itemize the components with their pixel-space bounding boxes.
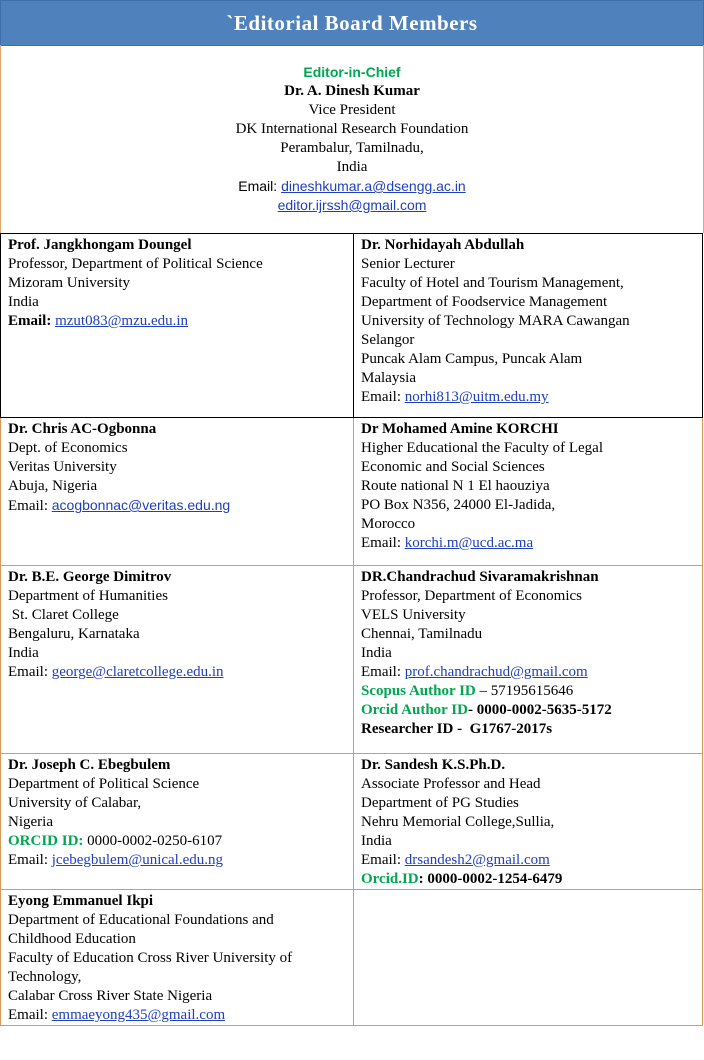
member-detail: Department of Foodservice Management	[361, 294, 608, 310]
researcher-id: Researcher ID - G1767-2017s	[361, 721, 553, 737]
member-email-label: Email:	[8, 313, 56, 329]
chief-org: DK International Research Foundation	[235, 121, 469, 137]
member-name: Prof. Jangkhongam Doungel	[8, 237, 192, 253]
member-cell	[354, 418, 703, 566]
orcid-value: : 0000-0002-1254-6479	[418, 871, 563, 887]
member-email-label: Email:	[361, 389, 405, 405]
member-email-line	[361, 534, 695, 553]
orcid-label: Orcid Author ID	[361, 702, 468, 718]
table-row	[1, 234, 703, 418]
member-email-link[interactable]: norhi813@uitm.edu.my	[404, 389, 549, 405]
member-detail: India	[361, 833, 392, 849]
member-detail: Morocco	[361, 516, 416, 532]
member-cell	[1, 234, 354, 418]
member-cell	[354, 566, 703, 754]
member-cell	[1, 566, 354, 754]
member-detail: Department of PG Studies	[361, 795, 519, 811]
empty-cell	[354, 890, 703, 1026]
table-row	[1, 754, 703, 890]
member-detail: Malaysia	[361, 370, 416, 386]
member-detail: India	[361, 645, 392, 661]
member-email-label: Email:	[8, 664, 52, 680]
page-title: `Editorial Board Members	[0, 0, 704, 46]
chief-email-line	[1, 177, 703, 196]
chief-role: Editor-in-Chief	[303, 64, 401, 80]
member-email-link[interactable]: mzut083@mzu.edu.in	[55, 313, 189, 329]
member-email-link[interactable]: acogbonnac@veritas.edu.ng	[51, 497, 231, 513]
member-detail: Department of Political Science	[8, 776, 200, 792]
member-detail: Chennai, Tamilnadu	[361, 626, 483, 642]
member-detail: VELS University	[361, 607, 466, 623]
member-orcid-line	[8, 832, 346, 851]
member-email-link[interactable]: drsandesh2@gmail.com	[404, 852, 550, 868]
member-detail: Faculty of Hotel and Tourism Management,	[361, 275, 624, 291]
member-name: Dr. Norhidayah Abdullah	[361, 237, 525, 253]
member-email-line	[8, 496, 346, 516]
orcid-label: ORCID ID:	[8, 833, 84, 849]
member-cell	[1, 754, 354, 890]
member-scopus-line	[361, 682, 695, 701]
member-detail: India	[8, 294, 39, 310]
member-detail: PO Box N356, 24000 El-Jadida,	[361, 497, 556, 513]
chief-name: Dr. A. Dinesh Kumar	[284, 83, 420, 99]
member-email-link[interactable]: prof.chandrachud@gmail.com	[404, 664, 588, 680]
member-detail: Faculty of Education Cross River University of	[8, 950, 293, 966]
member-name: Dr. Sandesh K.S.Ph.D.	[361, 757, 506, 773]
member-cell	[354, 754, 703, 890]
member-name: Dr. B.E. George Dimitrov	[8, 569, 172, 585]
scopus-label: Scopus Author ID	[361, 683, 476, 699]
member-email-line	[361, 388, 695, 407]
member-email-line	[361, 851, 695, 870]
member-cell	[354, 234, 703, 418]
chief-city: Perambalur, Tamilnadu,	[280, 140, 424, 156]
chief-email-link-2[interactable]: editor.ijrssh@gmail.com	[277, 197, 427, 213]
member-email-link[interactable]: emmaeyong435@gmail.com	[51, 1007, 226, 1023]
member-cell	[1, 418, 354, 566]
member-email-line	[361, 663, 695, 682]
member-detail: Senior Lecturer	[361, 256, 455, 272]
member-detail: Route national N 1 El haouziya	[361, 478, 550, 494]
member-email-line	[8, 851, 346, 870]
table-row	[1, 418, 703, 566]
member-detail: Economic and Social Sciences	[361, 459, 545, 475]
orcid-label: Orcid.ID	[361, 871, 419, 887]
member-detail: Department of Educational Foundations and	[8, 912, 274, 928]
member-detail: St. Claret College	[8, 607, 119, 623]
member-detail: Nehru Memorial College,Sullia,	[361, 814, 555, 830]
member-name: Dr. Chris AC-Ogbonna	[8, 421, 157, 437]
member-detail: Higher Educational the Faculty of Legal	[361, 440, 603, 456]
member-detail: Bengaluru, Karnataka	[8, 626, 140, 642]
chief-email-link-1[interactable]: dineshkumar.a@dsengg.ac.in	[281, 178, 466, 194]
table-row	[1, 890, 703, 1026]
orcid-value: - 0000-0002-5635-5172	[467, 702, 612, 718]
member-detail: Veritas University	[8, 459, 117, 475]
editor-in-chief-block	[0, 45, 704, 233]
chief-country: India	[336, 159, 368, 175]
member-detail: Childhood Education	[8, 931, 136, 947]
member-name: Dr Mohamed Amine KORCHI	[361, 421, 559, 437]
member-detail: Professor, Department of Economics	[361, 588, 583, 604]
member-email-label: Email:	[361, 664, 405, 680]
member-detail: Associate Professor and Head	[361, 776, 541, 792]
member-detail: University of Technology MARA Cawangan	[361, 313, 630, 329]
member-email-label: Email:	[361, 535, 405, 551]
member-detail: Puncak Alam Campus, Puncak Alam	[361, 351, 583, 367]
member-email-line	[8, 312, 346, 331]
member-detail: Calabar Cross River State Nigeria	[8, 988, 213, 1004]
member-detail: Department of Humanities	[8, 588, 168, 604]
board-members-table	[0, 233, 703, 1026]
member-email-line	[8, 663, 346, 682]
member-detail: Dept. of Economics	[8, 440, 128, 456]
member-email-label: Email:	[8, 498, 52, 514]
member-detail: Abuja, Nigeria	[8, 478, 98, 494]
table-row	[1, 566, 703, 754]
member-email-link[interactable]: jcebegbulem@unical.edu.ng	[51, 852, 224, 868]
member-name: DR.Chandrachud Sivaramakrishnan	[361, 569, 599, 585]
scopus-value: – 57195615646	[475, 683, 574, 699]
member-detail: Selangor	[361, 332, 415, 348]
chief-email-label: Email:	[238, 178, 282, 194]
member-email-link[interactable]: korchi.m@ucd.ac.ma	[404, 535, 534, 551]
member-orcid-line	[361, 701, 695, 720]
member-name: Dr. Joseph C. Ebegbulem	[8, 757, 171, 773]
member-email-label: Email:	[8, 1007, 52, 1023]
chief-position: Vice President	[308, 102, 396, 118]
orcid-value: 0000-0002-0250-6107	[83, 833, 223, 849]
member-email-link[interactable]: george@claretcollege.edu.in	[51, 664, 224, 680]
member-cell	[1, 890, 354, 1026]
member-email-label: Email:	[361, 852, 405, 868]
member-email-line	[8, 1006, 346, 1025]
member-detail: Professor, Department of Political Science	[8, 256, 263, 272]
member-email-label: Email:	[8, 852, 52, 868]
member-name: Eyong Emmanuel Ikpi	[8, 893, 154, 909]
chief-email-line-2	[1, 196, 703, 215]
member-detail: University of Calabar,	[8, 795, 142, 811]
member-detail: India	[8, 645, 39, 661]
member-detail: Technology,	[8, 969, 82, 985]
member-detail: Mizoram University	[8, 275, 131, 291]
member-orcid-line	[361, 870, 695, 889]
member-detail: Nigeria	[8, 814, 53, 830]
